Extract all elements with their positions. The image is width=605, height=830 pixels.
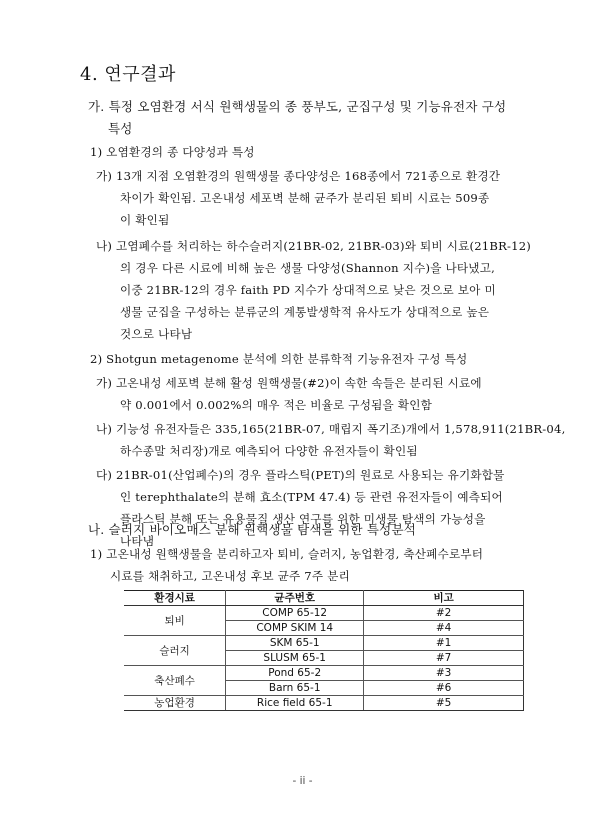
- sub2-item-da-line2: 인 terephthalate의 분해 효소(TPM 47.4) 등 관련 유전자들이 예측되어: [120, 490, 503, 504]
- note-cell: #7: [364, 651, 524, 666]
- table-row: [124, 636, 524, 651]
- item-na-line5: 것으로 나타남: [120, 327, 193, 341]
- item-na-line1: 나) 고염폐수를 처리하는 하수슬러지(21BR-02, 21BR-03)와 퇴비 시료(21BR-12): [96, 239, 532, 253]
- strain-cell: Rice field 65-1: [226, 696, 364, 711]
- note-cell: #3: [364, 666, 524, 681]
- sub2-title: 2) Shotgun metagenome 분석에 의한 분류학적 기능유전자 구성 특성: [90, 352, 468, 366]
- strain-cell: SLUSM 65-1: [226, 651, 364, 666]
- note-cell: #1: [364, 636, 524, 651]
- note-cell: #6: [364, 681, 524, 696]
- section-title: 4. 연구결과: [80, 64, 176, 85]
- sub2-item-da-line4: 나타냄: [120, 534, 155, 548]
- sub2-item-da-line3: 플라스틱 분해 또는 유용물질 생산 연구를 위한 미생물 탐색의 가능성을: [120, 512, 486, 526]
- table-row: [124, 606, 524, 621]
- note-cell: #5: [364, 696, 524, 711]
- env-cell: 슬러지: [124, 636, 226, 666]
- sub2-item-na-line2: 하수종말 처리장)개로 예측되어 다양한 유전자들이 확인됨: [120, 444, 418, 458]
- sub2-item-ga-line1: 가) 고온내성 세포벽 분해 활성 원핵생물(#2)이 속한 속들은 분리된 시료에: [96, 376, 482, 390]
- header-strain-no: 균주번호: [226, 591, 364, 606]
- item-na-line2: 의 경우 다른 시료에 비해 높은 생물 다양성(Shannon 지수)을 나타냈고,: [120, 261, 495, 275]
- subsection-ga-title-line2: 특성: [108, 121, 133, 136]
- sub2-item-da-line1: 다) 21BR-01(산업폐수)의 경우 플라스틱(PET)의 원료로 사용되는 유기화합물: [96, 468, 505, 482]
- env-cell: 퇴비: [124, 606, 226, 636]
- strain-table: [124, 590, 524, 711]
- item-ga-line2: 차이가 확인됨. 고온내성 세포벽 분해 균주가 분리된 퇴비 시료는 509종: [120, 191, 490, 205]
- item-na-line4: 생물 군집을 구성하는 분류군의 계통발생학적 유사도가 상대적으로 높은: [120, 305, 490, 319]
- table-row: [124, 696, 524, 711]
- item-ga-line3: 이 확인됨: [120, 213, 170, 227]
- strain-cell: COMP SKIM 14: [226, 621, 364, 636]
- header-note: 비고: [364, 591, 524, 606]
- env-cell: 축산폐수: [124, 666, 226, 696]
- strain-cell: SKM 65-1: [226, 636, 364, 651]
- sub2-item-na-line1: 나) 기능성 유전자들은 335,165(21BR-07, 매립지 폭기조)개에서 1,578,911(21BR-04,: [96, 422, 566, 436]
- header-env-sample: 환경시료: [124, 591, 226, 606]
- subsection-ga-title-line1: 가. 특정 오염환경 서식 원핵생물의 종 풍부도, 군집구성 및 기능유전자 구성: [88, 99, 507, 114]
- note-cell: #2: [364, 606, 524, 621]
- subsection-na-title: 나. 슬러지 바이오매스 분해 원핵생물 탐색을 위한 특성분석: [88, 522, 416, 537]
- strain-cell: COMP 65-12: [226, 606, 364, 621]
- table-header-row: [124, 591, 524, 606]
- table-row: [124, 666, 524, 681]
- note-cell: #4: [364, 621, 524, 636]
- sub1-title: 1) 오염환경의 종 다양성과 특성: [90, 145, 255, 159]
- strain-cell: Barn 65-1: [226, 681, 364, 696]
- na-sub1-line2: 시료를 채취하고, 고온내성 후보 균주 7주 분리: [110, 569, 350, 583]
- na-sub1-line1: 1) 고온내성 원핵생물을 분리하고자 퇴비, 슬러지, 농업환경, 축산폐수로부터: [90, 547, 484, 561]
- item-ga-line1: 가) 13개 지점 오염환경의 원핵생물 종다양성은 168종에서 721종으로 환경간: [96, 169, 501, 183]
- page-number: - ii -: [292, 775, 313, 787]
- env-cell: 농업환경: [124, 696, 226, 711]
- item-na-line3: 이중 21BR-12의 경우 faith PD 지수가 상대적으로 낮은 것으로 보아 미: [120, 283, 496, 297]
- sub2-item-ga-line2: 약 0.001에서 0.002%의 매우 적은 비율로 구성됨을 확인함: [120, 398, 432, 412]
- strain-cell: Pond 65-2: [226, 666, 364, 681]
